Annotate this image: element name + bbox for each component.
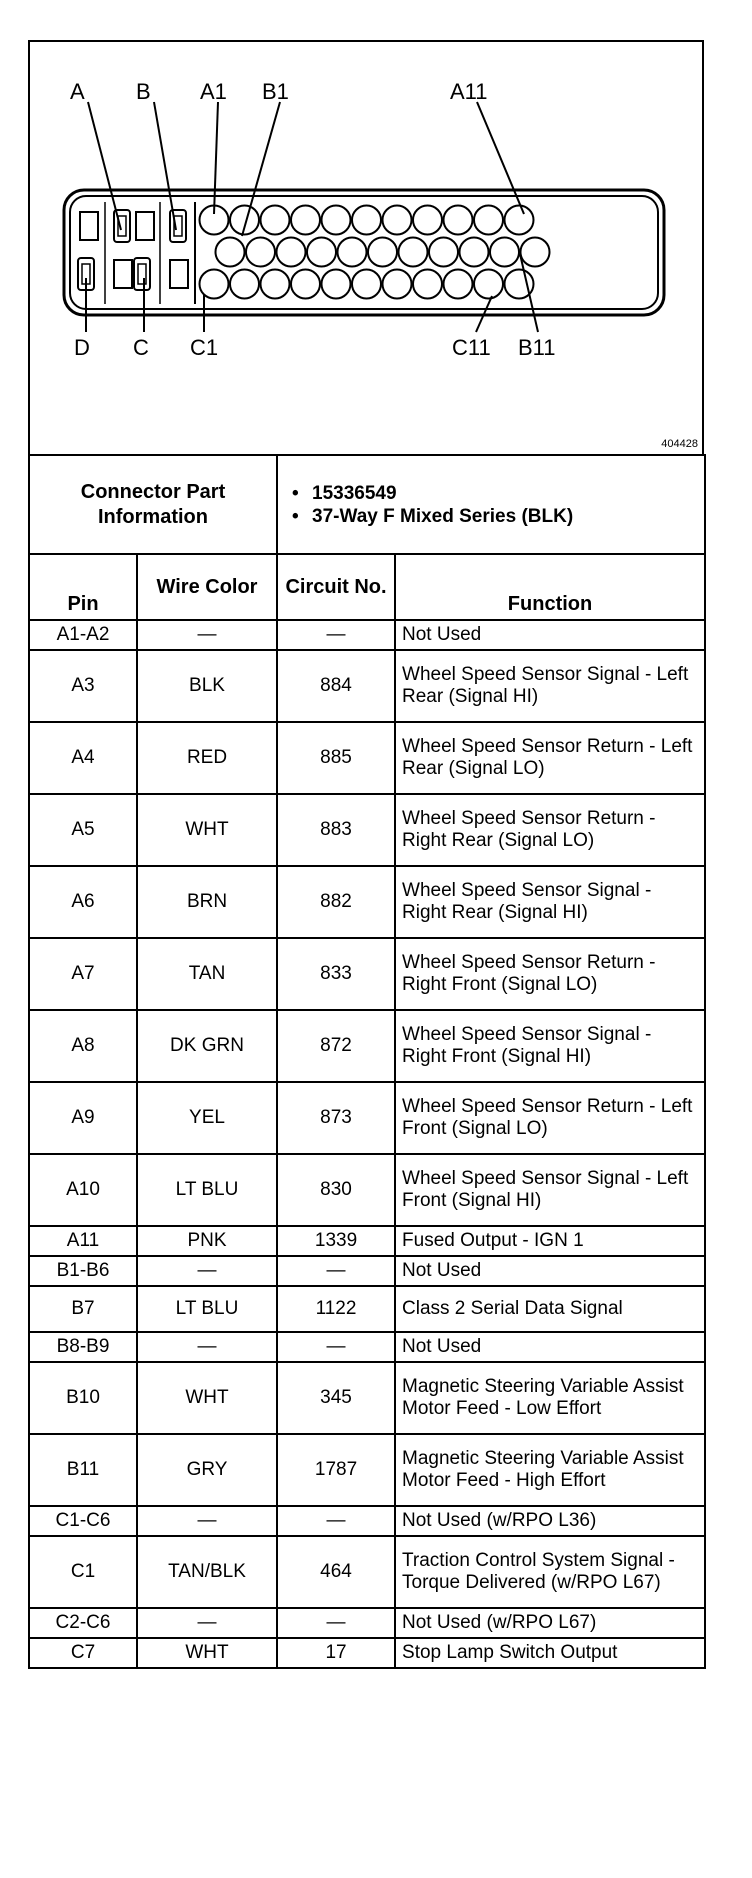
leader-line-a1 xyxy=(214,102,218,214)
circuit-cell: 345 xyxy=(277,1362,395,1434)
label-c11: C11 xyxy=(452,335,491,360)
table-row xyxy=(29,722,705,794)
pin-cell: A3 xyxy=(29,650,137,722)
pin-cell: C7 xyxy=(29,1638,137,1668)
wire-color-cell: TAN xyxy=(137,938,277,1010)
circuit-cell: 884 xyxy=(277,650,395,722)
wire-color-cell: PNK xyxy=(137,1226,277,1256)
circuit-cell: 1339 xyxy=(277,1226,395,1256)
function-cell: Fused Output - IGN 1 xyxy=(395,1226,705,1256)
circuit-cell: 885 xyxy=(277,722,395,794)
function-cell: Magnetic Steering Variable Assist Motor Feed - Low Effort xyxy=(395,1362,705,1434)
table-row xyxy=(29,866,705,938)
wire-color-cell: RED xyxy=(137,722,277,794)
table-row xyxy=(29,1536,705,1608)
circuit-cell: 17 xyxy=(277,1638,395,1668)
pin-cell: A6 xyxy=(29,866,137,938)
label-c1: C1 xyxy=(190,335,219,360)
wire-color-cell: WHT xyxy=(137,1638,277,1668)
connector-info-row xyxy=(29,455,705,554)
pin-cell: A5 xyxy=(29,794,137,866)
table-row xyxy=(29,1608,705,1638)
pin-a xyxy=(383,206,412,235)
pin-c xyxy=(413,270,442,299)
function-cell: Wheel Speed Sensor Return - Right Front (Signal LO) xyxy=(395,938,705,1010)
wire-color-cell: LT BLU xyxy=(137,1154,277,1226)
pin-cell: B1-B6 xyxy=(29,1256,137,1286)
terminal-blade xyxy=(134,258,150,290)
function-cell: Not Used xyxy=(395,1256,705,1286)
circuit-cell: 1787 xyxy=(277,1434,395,1506)
pin-b xyxy=(338,238,367,267)
function-cell: Wheel Speed Sensor Return - Right Rear (Signal LO) xyxy=(395,794,705,866)
table-row xyxy=(29,938,705,1010)
label-d: D xyxy=(74,335,90,360)
connector-info-values xyxy=(277,455,705,554)
function-cell: Wheel Speed Sensor Signal - Right Front (Signal HI) xyxy=(395,1010,705,1082)
table-row xyxy=(29,1332,705,1362)
function-cell: Wheel Speed Sensor Signal - Left Rear (Signal HI) xyxy=(395,650,705,722)
terminal-cavity xyxy=(170,260,188,288)
circuit-cell: 830 xyxy=(277,1154,395,1226)
pin-cell: A4 xyxy=(29,722,137,794)
pin-cell: A1-A2 xyxy=(29,620,137,650)
connector-shell-inner xyxy=(70,196,658,309)
connector-face-drawing xyxy=(30,42,702,454)
label-b1: B1 xyxy=(262,79,289,104)
function-cell: Magnetic Steering Variable Assist Motor Feed - High Effort xyxy=(395,1434,705,1506)
connector-diagram xyxy=(28,40,704,454)
table-row xyxy=(29,1082,705,1154)
circuit-cell: 872 xyxy=(277,1010,395,1082)
pin-a xyxy=(291,206,320,235)
pin-b xyxy=(521,238,550,267)
pin-c xyxy=(322,270,351,299)
pin-rows xyxy=(29,620,705,1668)
pin-c xyxy=(291,270,320,299)
connector-sheet xyxy=(28,40,704,1669)
pin-a xyxy=(352,206,381,235)
wire-color-cell: WHT xyxy=(137,794,277,866)
wire-color-cell: YEL xyxy=(137,1082,277,1154)
pin-b xyxy=(277,238,306,267)
table-row xyxy=(29,650,705,722)
connector-shell-outer xyxy=(64,190,664,315)
label-c: C xyxy=(133,335,149,360)
wire-color-cell: — xyxy=(137,1256,277,1286)
wire-color-cell: GRY xyxy=(137,1434,277,1506)
col-header-pin: Pin xyxy=(29,554,137,620)
table-row xyxy=(29,1010,705,1082)
pin-b xyxy=(307,238,336,267)
wire-color-cell: BRN xyxy=(137,866,277,938)
circuit-cell: 882 xyxy=(277,866,395,938)
wire-color-cell: BLK xyxy=(137,650,277,722)
wire-color-cell: — xyxy=(137,1332,277,1362)
table-row xyxy=(29,794,705,866)
function-cell: Not Used xyxy=(395,620,705,650)
leader-line-a11 xyxy=(477,102,524,214)
label-a11: A11 xyxy=(450,79,488,104)
figure-id: 404428 xyxy=(661,438,698,450)
pin-cell: C2-C6 xyxy=(29,1608,137,1638)
connector-table xyxy=(28,454,706,1669)
pin-cell: B8-B9 xyxy=(29,1332,137,1362)
pin-a xyxy=(505,206,534,235)
pin-c xyxy=(230,270,259,299)
function-cell: Stop Lamp Switch Output xyxy=(395,1638,705,1668)
table-header-row xyxy=(29,554,705,620)
table-row xyxy=(29,1638,705,1668)
label-b11: B11 xyxy=(518,335,556,360)
pin-a xyxy=(322,206,351,235)
pin-cell: A10 xyxy=(29,1154,137,1226)
label-a: A xyxy=(70,79,85,104)
circuit-cell: 1122 xyxy=(277,1286,395,1332)
pin-cell: A9 xyxy=(29,1082,137,1154)
wire-color-cell: DK GRN xyxy=(137,1010,277,1082)
pin-c xyxy=(474,270,503,299)
function-cell: Wheel Speed Sensor Signal - Left Front (Signal HI) xyxy=(395,1154,705,1226)
function-cell: Traction Control System Signal - Torque Delivered (w/RPO L67) xyxy=(395,1536,705,1608)
circuit-cell: — xyxy=(277,1506,395,1536)
pin-a xyxy=(474,206,503,235)
col-header-circuit: Circuit No. xyxy=(277,554,395,620)
function-cell: Wheel Speed Sensor Signal - Right Rear (Signal HI) xyxy=(395,866,705,938)
wire-color-cell: WHT xyxy=(137,1362,277,1434)
table-row xyxy=(29,1286,705,1332)
function-cell: Class 2 Serial Data Signal xyxy=(395,1286,705,1332)
pin-a xyxy=(444,206,473,235)
pin-cell: C1 xyxy=(29,1536,137,1608)
function-cell: Wheel Speed Sensor Return - Left Rear (Signal LO) xyxy=(395,722,705,794)
circuit-cell: 883 xyxy=(277,794,395,866)
table-row xyxy=(29,1506,705,1536)
pin-cell: B11 xyxy=(29,1434,137,1506)
col-header-function: Function xyxy=(395,554,705,620)
table-row xyxy=(29,1362,705,1434)
connector-info-label: Connector Part Information xyxy=(29,455,277,554)
pin-cell: B10 xyxy=(29,1362,137,1434)
circuit-cell: — xyxy=(277,1256,395,1286)
table-row xyxy=(29,1434,705,1506)
wire-color-cell: — xyxy=(137,1506,277,1536)
table-row xyxy=(29,1256,705,1286)
function-cell: Not Used (w/RPO L67) xyxy=(395,1608,705,1638)
terminal-cavity xyxy=(136,212,154,240)
pin-c xyxy=(261,270,290,299)
terminal-cavity xyxy=(114,260,132,288)
circuit-cell: 833 xyxy=(277,938,395,1010)
pin-cell: B7 xyxy=(29,1286,137,1332)
circuit-cell: 873 xyxy=(277,1082,395,1154)
terminal-cavity xyxy=(80,212,98,240)
col-header-wire-color: Wire Color xyxy=(137,554,277,620)
table-row xyxy=(29,620,705,650)
wire-color-cell: — xyxy=(137,1608,277,1638)
pin-b xyxy=(460,238,489,267)
function-cell: Not Used xyxy=(395,1332,705,1362)
label-a1: A1 xyxy=(200,79,227,104)
pin-b xyxy=(246,238,275,267)
pin-a xyxy=(261,206,290,235)
leader-line-b xyxy=(154,102,176,230)
pin-b xyxy=(429,238,458,267)
circuit-cell: — xyxy=(277,620,395,650)
pin-cell: A7 xyxy=(29,938,137,1010)
table-row xyxy=(29,1226,705,1256)
wire-color-cell: LT BLU xyxy=(137,1286,277,1332)
pin-b xyxy=(216,238,245,267)
circuit-cell: — xyxy=(277,1608,395,1638)
pin-cell: A11 xyxy=(29,1226,137,1256)
part-number: • 15336549 xyxy=(292,482,704,505)
circuit-cell: — xyxy=(277,1332,395,1362)
pin-cell: C1-C6 xyxy=(29,1506,137,1536)
pin-b xyxy=(399,238,428,267)
pin-cell: A8 xyxy=(29,1010,137,1082)
pin-b xyxy=(368,238,397,267)
table-row xyxy=(29,1154,705,1226)
pin-b xyxy=(490,238,519,267)
pin-c xyxy=(444,270,473,299)
function-cell: Not Used (w/RPO L36) xyxy=(395,1506,705,1536)
pin-c xyxy=(383,270,412,299)
connector-description: • 37-Way F Mixed Series (BLK) xyxy=(292,505,704,528)
wire-color-cell: — xyxy=(137,620,277,650)
label-b: B xyxy=(136,79,151,104)
pin-a xyxy=(413,206,442,235)
wire-color-cell: TAN/BLK xyxy=(137,1536,277,1608)
pin-c xyxy=(352,270,381,299)
function-cell: Wheel Speed Sensor Return - Left Front (Signal LO) xyxy=(395,1082,705,1154)
circuit-cell: 464 xyxy=(277,1536,395,1608)
